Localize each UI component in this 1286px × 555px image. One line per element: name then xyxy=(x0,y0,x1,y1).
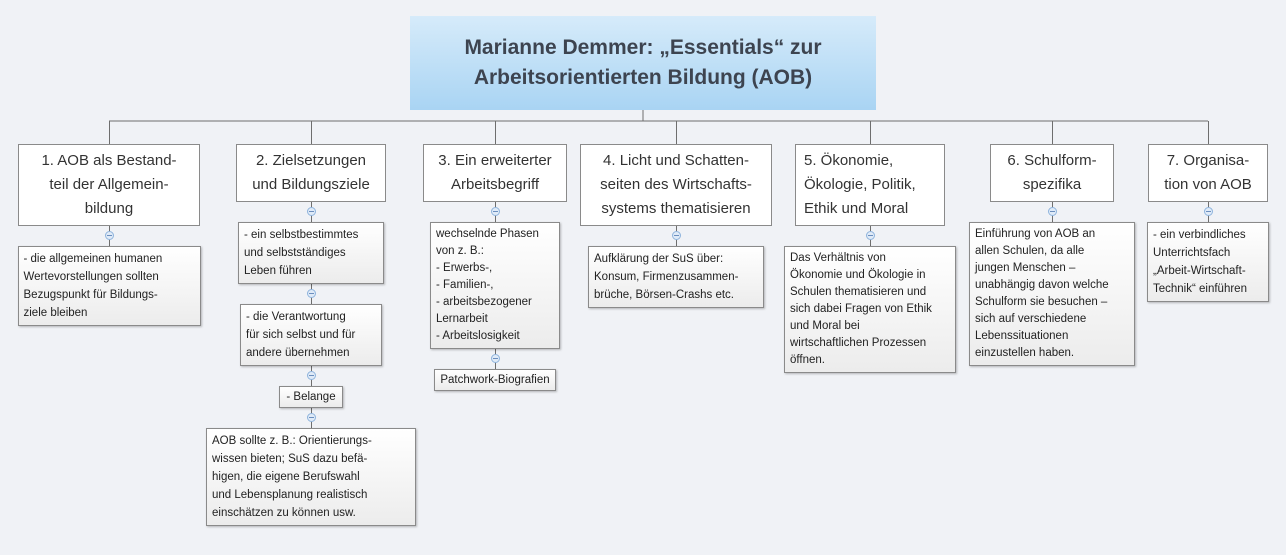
subtopic-2-2[interactable]: - die Verantwortung für sich selbst und für andere übernehmen xyxy=(240,304,382,366)
connector-line xyxy=(676,226,677,246)
connector-line xyxy=(311,366,312,386)
connector-line xyxy=(109,121,110,144)
connector-line xyxy=(495,349,496,369)
subtopic-3-2[interactable]: Patchwork-Biografien xyxy=(434,369,555,391)
connector-line xyxy=(1208,202,1209,222)
connector-line xyxy=(495,202,496,222)
collapse-toggle-icon[interactable] xyxy=(1204,207,1213,216)
connector-line xyxy=(676,121,677,144)
connector-line xyxy=(311,202,312,222)
branch-5 xyxy=(782,121,958,373)
connector-line xyxy=(1052,121,1053,144)
connector-line xyxy=(311,121,312,144)
collapse-toggle-icon[interactable] xyxy=(491,207,500,216)
central-topic[interactable]: Marianne Demmer: „Essentials“ zur Arbeitsorientierten Bildung (AOB) xyxy=(410,16,876,110)
subtopic-7-1[interactable]: - ein verbindliches Unterrichtsfach „Arbeit-Wirtschaft- Technik“ einführen xyxy=(1147,222,1269,302)
subtopic-3-1[interactable]: wechselnde Phasen von z. B.: - Erwerbs-, - Familien-, - arbeitsbezogener Lernarbeit - Arbeitslosigkeit xyxy=(430,222,560,349)
connector-line xyxy=(495,121,496,144)
subtopic-2-4[interactable]: AOB sollte z. B.: Orientierungs- wissen bieten; SuS dazu befä- higen, die eigene Berufswahl und Lebensplanung realistisch einschätzen zu können usw. xyxy=(206,428,416,526)
topic-6[interactable]: 6. Schulform- spezifika xyxy=(990,144,1114,202)
collapse-toggle-icon[interactable] xyxy=(672,231,681,240)
collapse-toggle-icon[interactable] xyxy=(307,207,316,216)
subtopic-2-1[interactable]: - ein selbstbestimmtes und selbstständiges Leben führen xyxy=(238,222,384,284)
connector-line xyxy=(311,408,312,428)
topic-4[interactable]: 4. Licht und Schatten- seiten des Wirtschafts- systems thematisieren xyxy=(580,144,772,226)
subtopic-6-1[interactable]: Einführung von AOB an allen Schulen, da alle jungen Menschen – unabhängig davon welche Schulform sie besuchen – sich auf verschiedene Lebenssituationen einzustellen haben. xyxy=(969,222,1135,366)
connector-line xyxy=(109,226,110,246)
connector-line xyxy=(870,121,871,144)
subtopic-4-1[interactable]: Aufklärung der SuS über: Konsum, Firmenzusammen- brüche, Börsen-Crashs etc. xyxy=(588,246,764,308)
collapse-toggle-icon[interactable] xyxy=(105,231,114,240)
branch-6 xyxy=(967,121,1137,366)
topic-2[interactable]: 2. Zielsetzungen und Bildungsziele xyxy=(236,144,386,202)
branch-4 xyxy=(576,121,776,308)
branch-2 xyxy=(201,121,421,526)
connector-line xyxy=(870,226,871,246)
topic-7[interactable]: 7. Organisa- tion von AOB xyxy=(1148,144,1268,202)
subtopic-1-1[interactable]: - die allgemeinen humanen Wertevorstellungen sollten Bezugspunkt für Bildungs- ziele bleiben xyxy=(18,246,201,326)
collapse-toggle-icon[interactable] xyxy=(307,289,316,298)
subtopic-5-1[interactable]: Das Verhältnis von Ökonomie und Ökologie in Schulen thematisieren und sich dabei Fragen von Ethik und Moral bei wirtschaftlichen Prozessen öffnen. xyxy=(784,246,956,373)
connector-line xyxy=(1052,202,1053,222)
subtopic-2-3[interactable]: - Belange xyxy=(279,386,342,408)
collapse-toggle-icon[interactable] xyxy=(307,371,316,380)
collapse-toggle-icon[interactable] xyxy=(1048,207,1057,216)
collapse-toggle-icon[interactable] xyxy=(307,413,316,422)
collapse-toggle-icon[interactable] xyxy=(491,354,500,363)
topic-3[interactable]: 3. Ein erweiterter Arbeitsbegriff xyxy=(423,144,567,202)
branch-3 xyxy=(420,121,570,391)
branch-7 xyxy=(1146,121,1270,302)
topic-1[interactable]: 1. AOB als Bestand- teil der Allgemein- bildung xyxy=(18,144,200,226)
topic-5[interactable]: 5. Ökonomie, Ökologie, Politik, Ethik und Moral xyxy=(795,144,945,226)
connector-line xyxy=(1208,121,1209,144)
collapse-toggle-icon[interactable] xyxy=(866,231,875,240)
connector-line xyxy=(311,284,312,304)
branch-1 xyxy=(9,121,209,326)
